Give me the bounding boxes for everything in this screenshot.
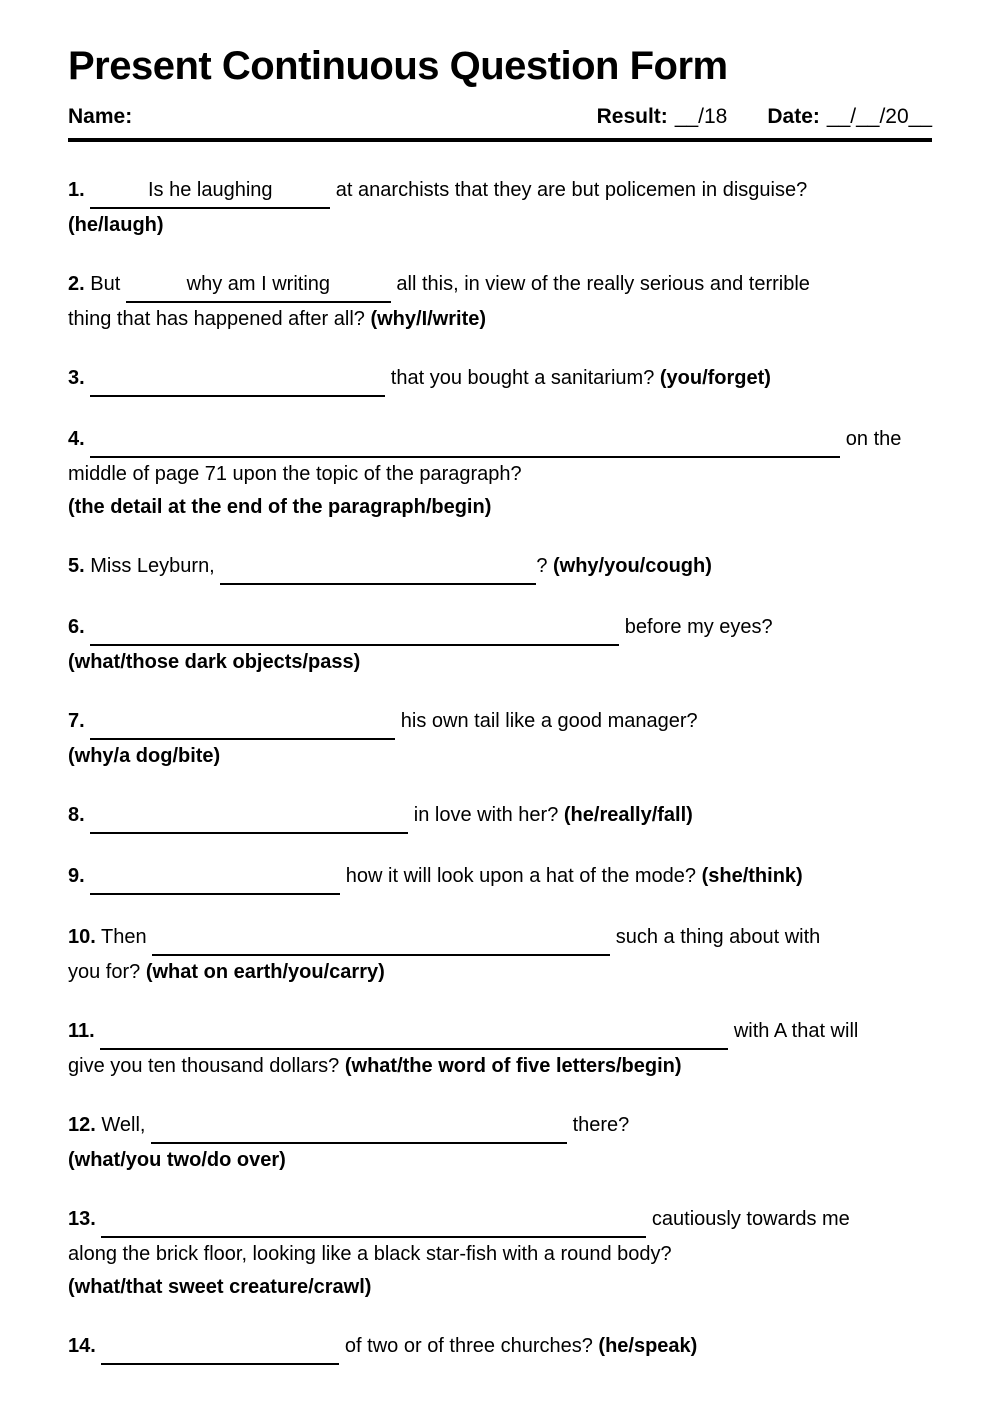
header-fields-row bbox=[68, 104, 932, 130]
question-hint: (what/the word of five letters/begin) bbox=[344, 1055, 682, 1077]
answer-blank[interactable] bbox=[90, 705, 395, 740]
question-text: his own tail like a good manager? bbox=[395, 710, 698, 732]
question-item bbox=[68, 174, 932, 242]
question-number: 14. bbox=[68, 1335, 96, 1357]
answer-blank[interactable] bbox=[151, 1109, 567, 1144]
question-hint: (what/those dark objects/pass) bbox=[68, 651, 361, 673]
question-number: 10. bbox=[68, 926, 96, 948]
question-number: 8. bbox=[68, 804, 85, 826]
date-value: __/__/20__ bbox=[826, 105, 932, 128]
question-text: in love with her? bbox=[408, 804, 564, 826]
date-label: Date: bbox=[767, 105, 820, 128]
question-text: that you bought a sanitarium? bbox=[385, 367, 660, 389]
answer-blank-filled[interactable]: Is he laughing bbox=[90, 174, 330, 209]
question-item bbox=[68, 860, 932, 895]
question-item bbox=[68, 921, 932, 989]
question-hint: (he/laugh) bbox=[68, 214, 164, 236]
question-text: thing that has happened after all? bbox=[68, 308, 371, 330]
answer-blank[interactable] bbox=[90, 860, 340, 895]
question-text: Miss Leyburn, bbox=[90, 555, 221, 577]
question-item bbox=[68, 1330, 932, 1365]
answer-blank-filled[interactable]: why am I writing bbox=[126, 268, 391, 303]
question-text: you for? bbox=[68, 961, 146, 983]
question-number: 3. bbox=[68, 367, 85, 389]
answer-blank[interactable] bbox=[101, 1203, 646, 1238]
answer-blank[interactable] bbox=[90, 423, 840, 458]
question-item bbox=[68, 423, 932, 524]
question-item bbox=[68, 611, 932, 679]
question-item bbox=[68, 705, 932, 773]
header-divider bbox=[68, 138, 932, 142]
question-text: there? bbox=[567, 1114, 630, 1136]
question-hint: (he/speak) bbox=[598, 1335, 698, 1357]
question-text: on the middle of page 71 upon the topic of the paragraph? bbox=[68, 428, 902, 485]
question-hint: (she/think) bbox=[701, 865, 803, 887]
question-hint: (why/I/write) bbox=[370, 308, 487, 330]
question-number: 7. bbox=[68, 710, 85, 732]
answer-blank[interactable] bbox=[90, 362, 385, 397]
question-number: 6. bbox=[68, 616, 85, 638]
answer-blank[interactable] bbox=[90, 799, 408, 834]
name-label: Name: bbox=[68, 105, 133, 128]
question-item bbox=[68, 1203, 932, 1304]
page-title: Present Continuous Question Form bbox=[68, 44, 728, 88]
question-text: But bbox=[90, 273, 126, 295]
question-text: along the brick floor, looking like a black star-fish with a round body? bbox=[68, 1243, 672, 1265]
question-hint: (what on earth/you/carry) bbox=[145, 961, 385, 983]
question-hint: (why/you/cough) bbox=[553, 555, 712, 577]
result-label: Result: bbox=[596, 105, 668, 128]
questions-list bbox=[68, 174, 932, 1365]
question-item bbox=[68, 550, 932, 585]
question-item bbox=[68, 362, 932, 397]
question-item bbox=[68, 799, 932, 834]
question-number: 12. bbox=[68, 1114, 96, 1136]
question-item bbox=[68, 1109, 932, 1177]
question-number: 9. bbox=[68, 865, 85, 887]
answer-blank[interactable] bbox=[101, 1330, 339, 1365]
result-value: __/18 bbox=[674, 105, 728, 128]
question-hint: (why/a dog/bite) bbox=[68, 745, 221, 767]
question-item bbox=[68, 268, 932, 336]
question-text: ? bbox=[536, 555, 553, 577]
question-text: at anarchists that they are but policemen in disguise? bbox=[330, 179, 808, 201]
question-number: 1. bbox=[68, 179, 85, 201]
question-number: 2. bbox=[68, 273, 85, 295]
question-hint: (what/that sweet creature/crawl) bbox=[68, 1276, 372, 1298]
question-hint: (what/you two/do over) bbox=[68, 1149, 286, 1171]
question-hint: (he/really/fall) bbox=[563, 804, 693, 826]
question-text: Well, bbox=[101, 1114, 152, 1136]
answer-blank[interactable] bbox=[152, 921, 610, 956]
question-item bbox=[68, 1015, 932, 1083]
question-text: such a thing about with bbox=[610, 926, 821, 948]
question-number: 4. bbox=[68, 428, 85, 450]
answer-blank[interactable] bbox=[90, 611, 619, 646]
question-text: how it will look upon a hat of the mode? bbox=[340, 865, 702, 887]
question-text: before my eyes? bbox=[619, 616, 773, 638]
question-number: 13. bbox=[68, 1208, 96, 1230]
question-number: 11. bbox=[68, 1020, 95, 1042]
question-text: give you ten thousand dollars? bbox=[68, 1055, 345, 1077]
question-text: cautiously towards me bbox=[646, 1208, 850, 1230]
question-hint: (you/forget) bbox=[659, 367, 771, 389]
question-number: 5. bbox=[68, 555, 85, 577]
question-text: of two or of three churches? bbox=[339, 1335, 599, 1357]
answer-blank[interactable] bbox=[220, 550, 536, 585]
question-text: Then bbox=[101, 926, 153, 948]
answer-blank[interactable] bbox=[100, 1015, 728, 1050]
question-hint: (the detail at the end of the paragraph/begin) bbox=[68, 496, 492, 518]
question-text: with A that will bbox=[728, 1020, 859, 1042]
question-text: all this, in view of the really serious and terrible bbox=[390, 273, 810, 295]
